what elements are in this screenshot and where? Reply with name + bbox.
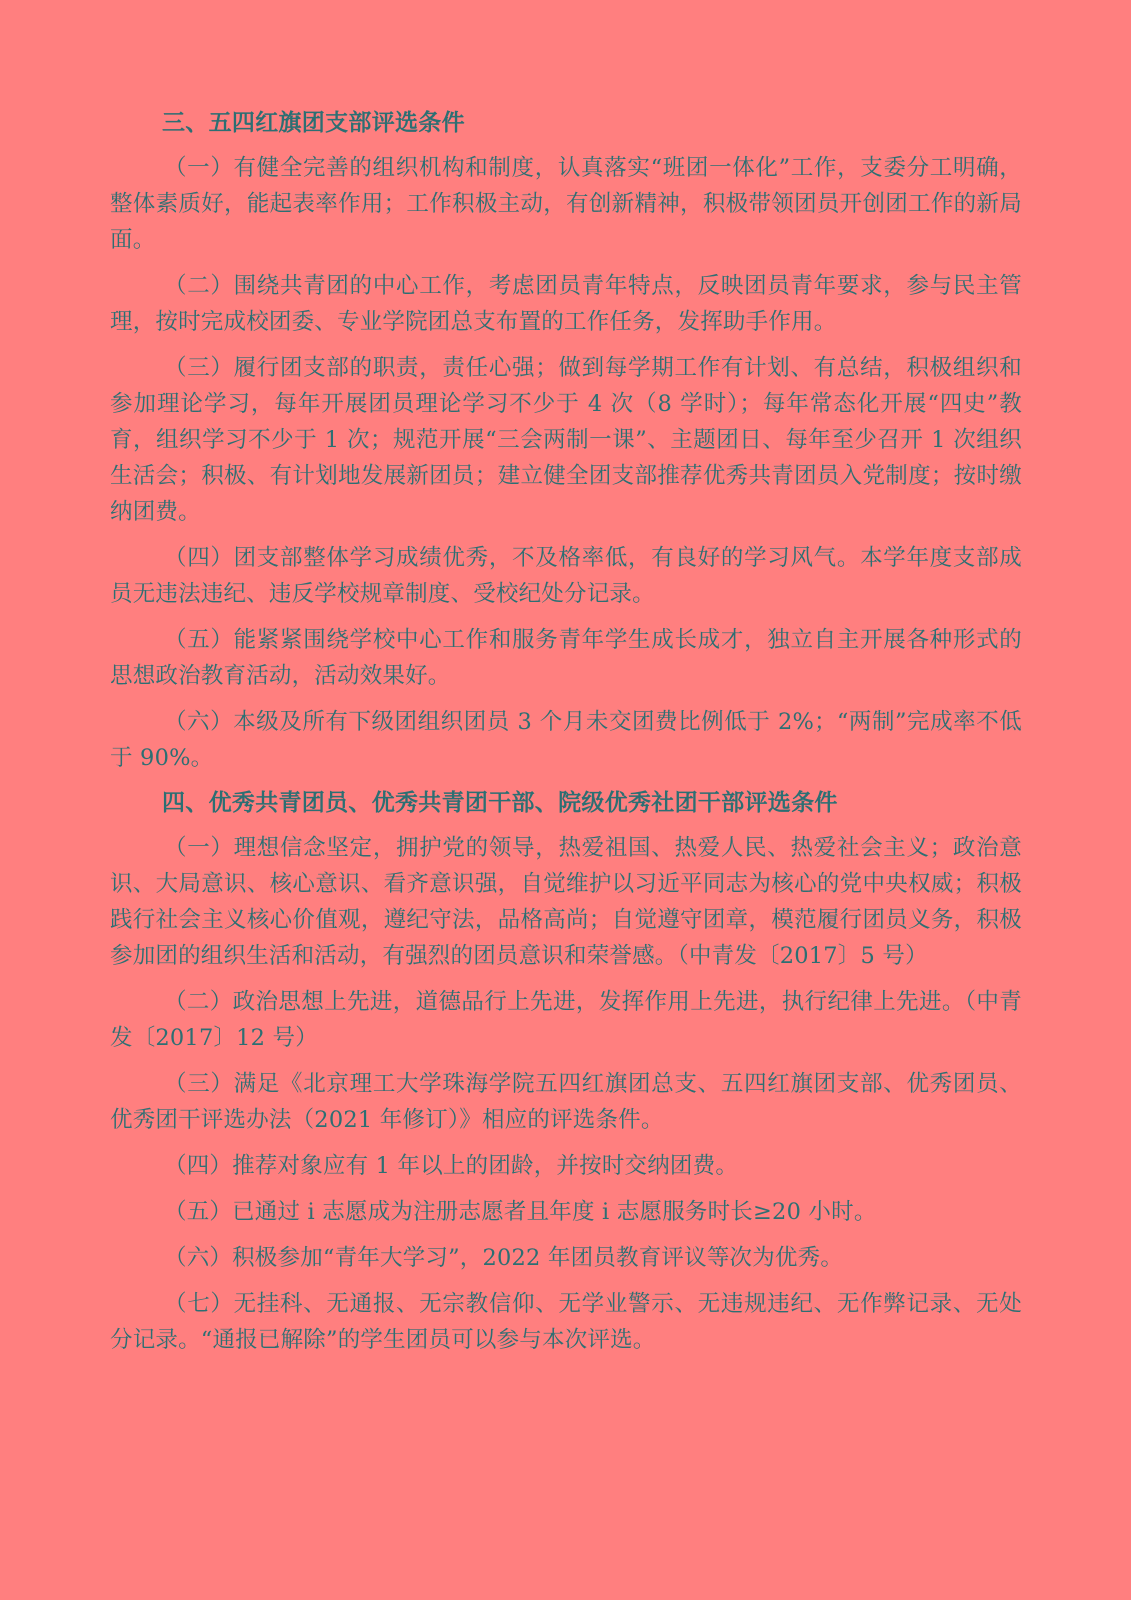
paragraph: （四）推荐对象应有 1 年以上的团龄，并按时交纳团费。 bbox=[164, 1153, 739, 1179]
paragraph: （五）能紧紧围绕学校中心工作和服务青年学生成长成才，独立自主开展各种形式的思想政治教育活动，活动效果好。 bbox=[110, 627, 1022, 689]
paragraph: （六）积极参加“青年大学习”，2022 年团员教育评议等次为优秀。 bbox=[164, 1245, 844, 1271]
section-heading: 三、五四红旗团支部评选条件 bbox=[162, 110, 465, 136]
section-heading: 四、优秀共青团员、优秀共青团干部、院级优秀社团干部评选条件 bbox=[162, 790, 838, 816]
paragraph: （五）已通过 i 志愿成为注册志愿者且年度 i 志愿服务时长≥20 小时。 bbox=[164, 1199, 877, 1225]
paragraph: （七）无挂科、无通报、无宗教信仰、无学业警示、无违规违纪、无作弊记录、无处分记录。“通报已解除”的学生团员可以参与本次评选。 bbox=[110, 1291, 1022, 1353]
paragraph: （三）履行团支部的职责，责任心强；做到每学期工作有计划、有总结，积极组织和参加理论学习，每年开展团员理论学习不少于 4 次（8 学时）；每年常态化开展“四史”教育，组织学习不少于 1 次；规范开展“三会两制一课”、主题团日、每年至少召开 1 次组织生活会；积极、有计划地发展新团员；建立健全团支部推荐优秀共青团员入党制度；按时缴纳团费。 bbox=[110, 355, 1022, 525]
paragraph: （二）政治思想上先进，道德品行上先进，发挥作用上先进，执行纪律上先进。（中青发〔2017〕12 号） bbox=[110, 989, 1022, 1051]
paragraph: （一）有健全完善的组织机构和制度，认真落实“班团一体化”工作，支委分工明确，整体素质好，能起表率作用；工作积极主动，有创新精神，积极带领团员开创团工作的新局面。 bbox=[110, 155, 1022, 253]
paragraph: （一）理想信念坚定，拥护党的领导，热爱祖国、热爱人民、热爱社会主义；政治意识、大局意识、核心意识、看齐意识强，自觉维护以习近平同志为核心的党中央权威；积极践行社会主义核心价值观，遵纪守法，品格高尚；自觉遵守团章，模范履行团员义务，积极参加团的组织生活和活动，有强烈的团员意识和荣誉感。（中青发〔2017〕5 号） bbox=[110, 835, 1022, 969]
paragraph: （六）本级及所有下级团组织团员 3 个月未交团费比例低于 2%；“两制”完成率不低于 90%。 bbox=[110, 709, 1022, 771]
paragraph: （四）团支部整体学习成绩优秀，不及格率低，有良好的学习风气。本学年度支部成员无违法违纪、违反学校规章制度、受校纪处分记录。 bbox=[110, 545, 1022, 607]
paragraph: （二）围绕共青团的中心工作，考虑团员青年特点，反映团员青年要求，参与民主管理，按时完成校团委、专业学院团总支布置的工作任务，发挥助手作用。 bbox=[110, 273, 1022, 335]
document-page bbox=[110, 104, 1022, 1358]
paragraph: （三）满足《北京理工大学珠海学院五四红旗团总支、五四红旗团支部、优秀团员、优秀团干评选办法（2021 年修订）》相应的评选条件。 bbox=[110, 1071, 1022, 1133]
